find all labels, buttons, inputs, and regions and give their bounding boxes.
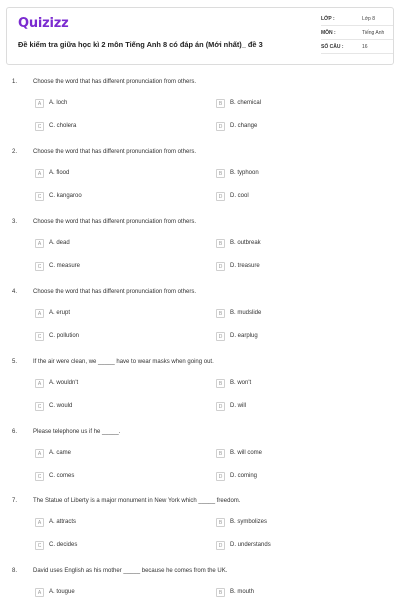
option-letter-box: A (35, 518, 44, 527)
option-text: A. flood (49, 170, 70, 176)
option-text: A. wouldn't (49, 380, 79, 386)
option-letter-box: C (35, 541, 44, 550)
option-letter-box: B (216, 449, 225, 458)
option-letter-box: B (216, 309, 225, 318)
meta-count-value: 16 (362, 44, 368, 50)
meta-subject-value: Tiếng Anh (362, 30, 385, 36)
option-text: C. cholera (49, 123, 77, 129)
question-number: 2. (12, 149, 18, 155)
option-text: D. treasure (230, 263, 260, 269)
option-text: C. would (49, 403, 73, 409)
question-number: 7. (12, 498, 18, 504)
option-text: C. decides (49, 542, 78, 548)
question-number: 1. (12, 79, 18, 85)
option-text: D. earplug (230, 333, 258, 339)
option-letter-box: C (35, 472, 44, 481)
question-text: Please telephone us if he _____. (33, 429, 121, 435)
question-text: The Statue of Liberty is a major monument in New York which _____ freedom. (33, 498, 241, 504)
question-text: David uses English as his mother _____ because he comes from the UK. (33, 568, 228, 574)
meta-subject-label: MÔN : (321, 30, 336, 36)
option-text: D. will (230, 403, 246, 409)
option-letter-box: C (35, 262, 44, 271)
option-text: A. loch (49, 100, 68, 106)
option-letter-box: A (35, 379, 44, 388)
meta-divider (321, 39, 393, 40)
option-letter-box: D (216, 541, 225, 550)
question-number: 6. (12, 429, 18, 435)
question-number: 5. (12, 359, 18, 365)
question-number: 3. (12, 219, 18, 225)
quizizz-logo: Quizizz (18, 16, 69, 31)
meta-class-value: Lớp 8 (362, 16, 376, 22)
question-number: 4. (12, 289, 18, 295)
option-letter-box: D (216, 332, 225, 341)
option-letter-box: A (35, 588, 44, 597)
question-text: If the air were clean, we _____ have to wear masks when going out. (33, 359, 214, 365)
question-number: 8. (12, 568, 18, 574)
option-text: A. dead (49, 240, 70, 246)
option-letter-box: A (35, 169, 44, 178)
option-text: B. will come (230, 450, 263, 456)
meta-count-label: SỐ CÂU : (321, 44, 344, 50)
meta-divider (321, 53, 393, 54)
meta-class-label: LỚP : (321, 16, 335, 22)
option-text: B. won't (230, 380, 252, 386)
question-text: Choose the word that has different pronunciation from others. (33, 289, 196, 295)
option-letter-box: D (216, 122, 225, 131)
question-text: Choose the word that has different pronunciation from others. (33, 79, 196, 85)
option-letter-box: C (35, 332, 44, 341)
option-letter-box: C (35, 122, 44, 131)
option-text: D. cool (230, 193, 249, 199)
option-text: A. attracts (49, 519, 77, 525)
option-letter-box: A (35, 99, 44, 108)
option-text: D. understands (230, 542, 271, 548)
option-text: B. mouth (230, 589, 255, 595)
option-letter-box: A (35, 309, 44, 318)
option-text: B. symbolizes (230, 519, 268, 525)
option-text: D. change (230, 123, 258, 129)
option-text: B. outbreak (230, 240, 261, 246)
worksheet-header (6, 7, 394, 65)
option-letter-box: B (216, 588, 225, 597)
option-letter-box: C (35, 402, 44, 411)
question-text: Choose the word that has different pronunciation from others. (33, 149, 196, 155)
option-text: A. erupt (49, 310, 71, 316)
option-letter-box: A (35, 449, 44, 458)
option-letter-box: B (216, 518, 225, 527)
option-text: C. kangaroo (49, 193, 82, 199)
option-text: B. typhoon (230, 170, 259, 176)
option-letter-box: B (216, 379, 225, 388)
option-text: C. pollution (49, 333, 80, 339)
option-letter-box: D (216, 192, 225, 201)
option-letter-box: B (216, 169, 225, 178)
option-text: C. measure (49, 263, 81, 269)
option-text: A. came (49, 450, 72, 456)
worksheet-title: Đề kiểm tra giữa học kì 2 môn Tiếng Anh 8 có đáp án (Mới nhất)_ đề 3 (18, 40, 263, 49)
option-letter-box: D (216, 262, 225, 271)
option-text: B. chemical (230, 100, 262, 106)
meta-divider (321, 25, 393, 26)
option-text: C. comes (49, 473, 75, 479)
question-text: Choose the word that has different pronunciation from others. (33, 219, 196, 225)
option-letter-box: D (216, 402, 225, 411)
option-letter-box: D (216, 472, 225, 481)
option-text: A. tougue (49, 589, 75, 595)
option-text: D. coming (230, 473, 258, 479)
option-letter-box: A (35, 239, 44, 248)
option-letter-box: B (216, 239, 225, 248)
option-text: B. mudslide (230, 310, 262, 316)
option-letter-box: C (35, 192, 44, 201)
option-letter-box: B (216, 99, 225, 108)
